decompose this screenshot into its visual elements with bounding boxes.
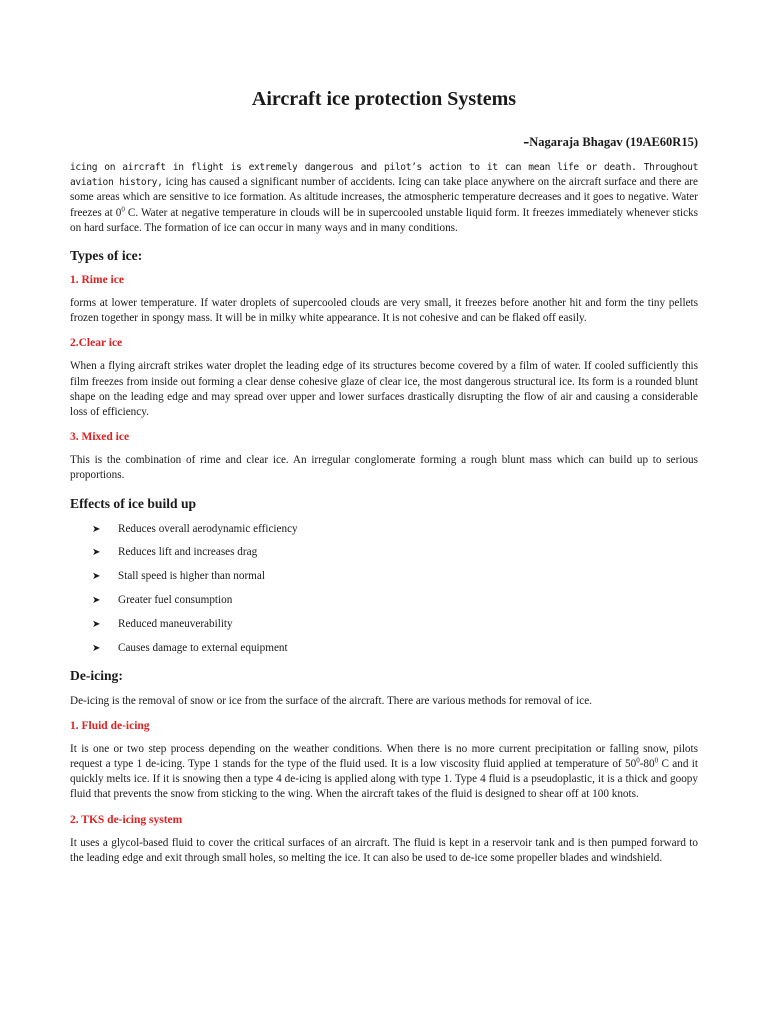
list-item: ➤ Greater fuel consumption <box>92 594 233 607</box>
document-title: Aircraft ice protection Systems <box>251 88 517 110</box>
clear-paragraph: When a flying aircraft strikes water droplet the leading edge of its structures become covered by a film of water. If cooled sufficiently this film freezes from inside out forming a clear dense cohesive glaze of clear ice, the most dangerous structural ice. Its form is a rounded blunt shape on the leading edge and may spread over upper and lower surfaces drastically disrupting the flow of air and causing a considerable loss of efficiency. <box>70 360 698 419</box>
rime-heading: 1. Rime ice <box>70 274 124 287</box>
intro-paragraph: icing on aircraft in flight is extremely dangerous and pilot’s action to it can mean life or death. Throughout aviation history, icing has caused a significant number of accidents. Icing can take place anywhere on the aircraft surface and there are some areas which are sensitive to ice formation. As altitude increases, the atmospheric temperature decreases and it goes to negative. Water freezes at $0^0$ C. Water at negative temperature in clouds will be in supercooled unstable liquid form. It freezes immediately whenever sticks on hard surface. The formation of ice can occur in many ways and in many conditions. <box>70 162 699 234</box>
effects-list <box>70 522 698 656</box>
document-body <box>70 160 698 866</box>
intro-lead: icing on aircraft in flight is extremely dangerous and pilot’s action to it can mean life or death. Throughout aviation history, <box>70 162 698 189</box>
list-item: ➤ Reduced maneuverability <box>92 617 233 630</box>
arrow-bullet-icon: ➤ <box>92 642 101 654</box>
arrow-bullet-icon: ➤ <box>92 547 101 559</box>
mixed-paragraph: This is the combination of rime and clear ice. An irregular conglomerate forming a rough blunt mass which can build up to serious proportions. <box>70 454 698 482</box>
effects-heading: Effects of ice build up <box>70 495 197 511</box>
list-item: ➤ Causes damage to external equipment <box>92 641 288 654</box>
clear-heading: 2.Clear ice <box>70 337 123 350</box>
author-name: Nagaraja Bhagav (19AE60R15) <box>529 135 698 149</box>
arrow-bullet-icon: ➤ <box>92 618 101 630</box>
list-item: ➤ Reduces overall aerodynamic efficiency <box>92 522 298 535</box>
rime-paragraph: forms at lower temperature. If water droplets of supercooled clouds are very small, it freezes before another hit and form the tiny pellets frozen together in spongy mass. It will be in milky white appearance. It is not cohesive and can be flaked off easily. <box>70 297 698 325</box>
tks-paragraph: It uses a glycol-based fluid to cover the critical surfaces of an aircraft. The fluid is kept in a reservoir tank and is then pumped forward to the leading edge and exit through small holes, so melting the ice. It can also be used to de-ice some propeller blades and windshield. <box>70 836 698 864</box>
fluid-deicing-heading: 1. Fluid de-icing <box>70 719 150 732</box>
tks-heading: 2. TKS de-icing system <box>70 813 183 826</box>
arrow-bullet-icon: ➤ <box>92 595 101 607</box>
fluid-deicing-paragraph: It is one or two step process depending on the weather conditions. When there is no more current precipitation or falling snow, pilots request a type 1 de-icing. Type 1 stands for the type of the fluid used. It is a low viscosity fluid applied at temperature of $50^0-80^0$ C and it quickly melts ice. If it is snowing then a type 4 de-icing is applied along with type 1. Type 4 fluid is a pseudoplastic, it is a thick and goopy fluid that prevents the snow from sticking to the wing. When the aircraft takes of the fluid is designed to shear off at 100 knots. <box>70 742 698 801</box>
mixed-heading: 3. Mixed ice <box>70 431 130 444</box>
types-heading: Types of ice: <box>70 248 143 264</box>
author-line <box>523 131 698 152</box>
arrow-bullet-icon: ➤ <box>92 571 101 583</box>
deicing-heading: De-icing: <box>70 667 123 683</box>
list-item: ➤ Stall speed is higher than normal <box>92 570 265 583</box>
list-item: ➤ Reduces lift and increases drag <box>92 546 258 559</box>
arrow-bullet-icon: ➤ <box>92 523 101 535</box>
author-dash: - <box>523 131 530 151</box>
deicing-paragraph: De-icing is the removal of snow or ice from the surface of the aircraft. There are various methods for removal of ice. <box>70 694 592 707</box>
